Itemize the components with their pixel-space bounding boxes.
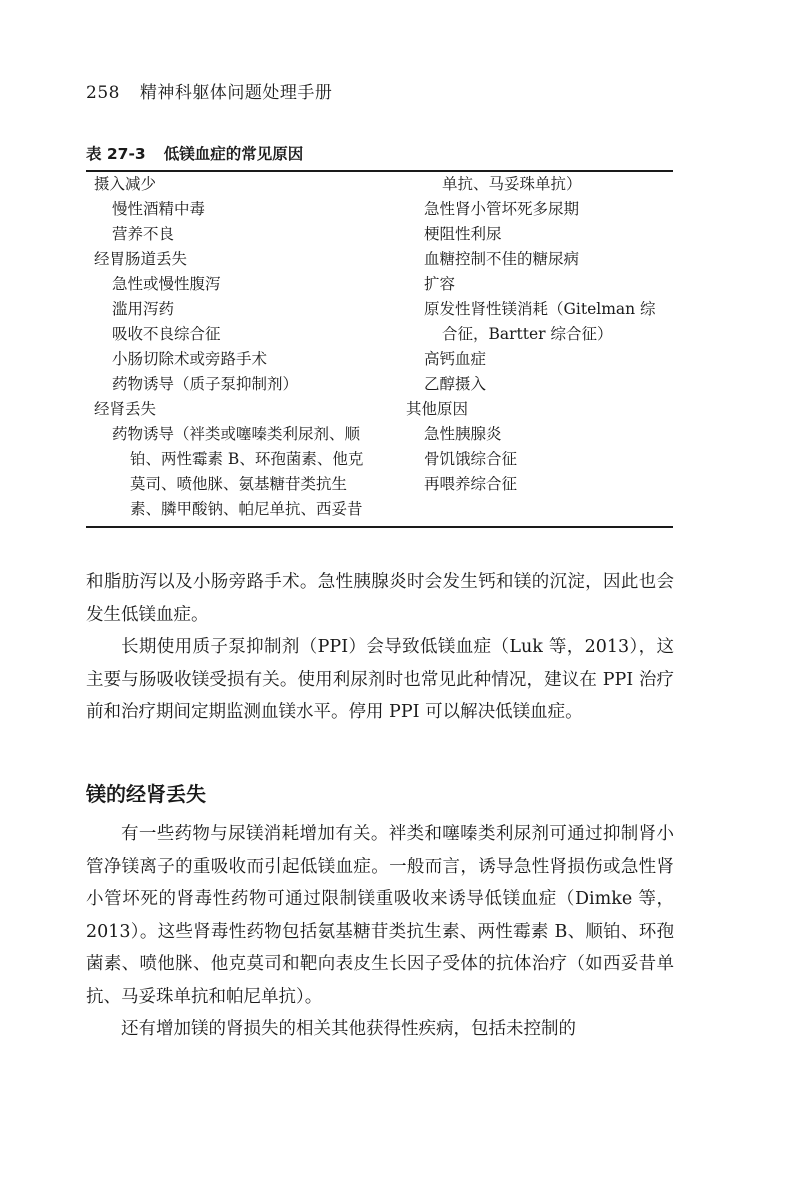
section-heading: 镁的经肾丢失 <box>86 782 206 806</box>
table-cell: 经胃肠道丢失 <box>94 250 188 268</box>
table-cell: 急性肾小管坏死多尿期 <box>424 200 580 218</box>
table-cell: 素、膦甲酸钠、帕尼单抗、西妥昔 <box>130 500 363 518</box>
table-cell: 小肠切除术或旁路手术 <box>112 350 268 368</box>
paragraph: 还有增加镁的肾损失的相关其他获得性疾病，包括未控制的 <box>121 1019 576 1039</box>
table-cell: 合征，Bartter 综合征） <box>442 325 613 343</box>
table-cell: 其他原因 <box>406 400 469 418</box>
table-cell: 药物诱导（袢类或噻嗪类利尿剂、顺 <box>112 425 361 443</box>
table-cell: 吸收不良综合征 <box>112 325 221 343</box>
table-cell: 药物诱导（质子泵抑制剂） <box>112 375 299 393</box>
table-left-column <box>94 172 394 522</box>
table-cell: 经肾丢失 <box>94 400 157 418</box>
table-cell: 滥用泻药 <box>112 300 175 318</box>
table-cell: 单抗、马妥珠单抗） <box>442 175 582 193</box>
table-cell: 高钙血症 <box>424 350 487 368</box>
table-cell: 血糖控制不佳的糖尿病 <box>424 250 580 268</box>
page-number: 258 <box>86 83 120 103</box>
paragraph: 有一些药物与尿镁消耗增加有关。袢类和噻嗪类利尿剂可通过抑制肾小管净镁离子的重吸收而引起低镁血症。一般而言，诱导急性肾损伤或急性肾小管坏死的肾毒性药物可通过限制镁重吸收来诱导低镁血症（Dimke 等，2013）。这些肾毒性药物包括氨基糖苷类抗生素、两性霉素 B、顺铂、环孢菌素、喷他脒、他克莫司和靶向表皮生长因子受体的抗体治疗（如西妥昔单抗、马妥珠单抗和帕尼单抗）。 <box>86 824 674 1007</box>
table-bottom-rule <box>86 526 673 528</box>
table-label: 表 27-3 <box>86 145 146 163</box>
running-header <box>86 78 332 103</box>
table-cell: 摄入减少 <box>94 175 157 193</box>
table-caption <box>86 142 303 164</box>
table-cell: 莫司、喷他脒、氨基糖苷类抗生 <box>130 475 348 493</box>
table-cell: 乙醇摄入 <box>424 375 487 393</box>
body-text-before-heading <box>86 566 674 729</box>
table-cell: 梗阻性利尿 <box>424 225 502 243</box>
paragraph: 长期使用质子泵抑制剂（PPI）会导致低镁血症（Luk 等，2013），这主要与肠吸收镁受损有关。使用利尿剂时也常见此种情况，建议在 PPI 治疗前和治疗期间定期监测血镁水平。停用 PPI 可以解决低镁血症。 <box>86 637 674 722</box>
table-cell: 急性胰腺炎 <box>424 425 502 443</box>
table-cell: 营养不良 <box>112 225 175 243</box>
table-cell: 慢性酒精中毒 <box>112 200 206 218</box>
table-cell: 原发性肾性镁消耗（Gitelman 综 <box>424 300 656 318</box>
table-cell: 扩容 <box>424 275 456 293</box>
table-cell: 铂、两性霉素 B、环孢菌素、他克 <box>130 450 364 468</box>
book-title: 精神科躯体问题处理手册 <box>139 83 333 103</box>
table-cell: 再喂养综合征 <box>424 475 518 493</box>
table-right-column <box>406 172 676 497</box>
paragraph: 和脂肪泻以及小肠旁路手术。急性胰腺炎时会发生钙和镁的沉淀，因此也会发生低镁血症。 <box>86 572 674 625</box>
body-text-after-heading <box>86 818 674 1046</box>
table-cell: 急性或慢性腹泻 <box>112 275 221 293</box>
table-cell: 骨饥饿综合征 <box>424 450 518 468</box>
table-title: 低镁血症的常见原因 <box>163 145 304 163</box>
